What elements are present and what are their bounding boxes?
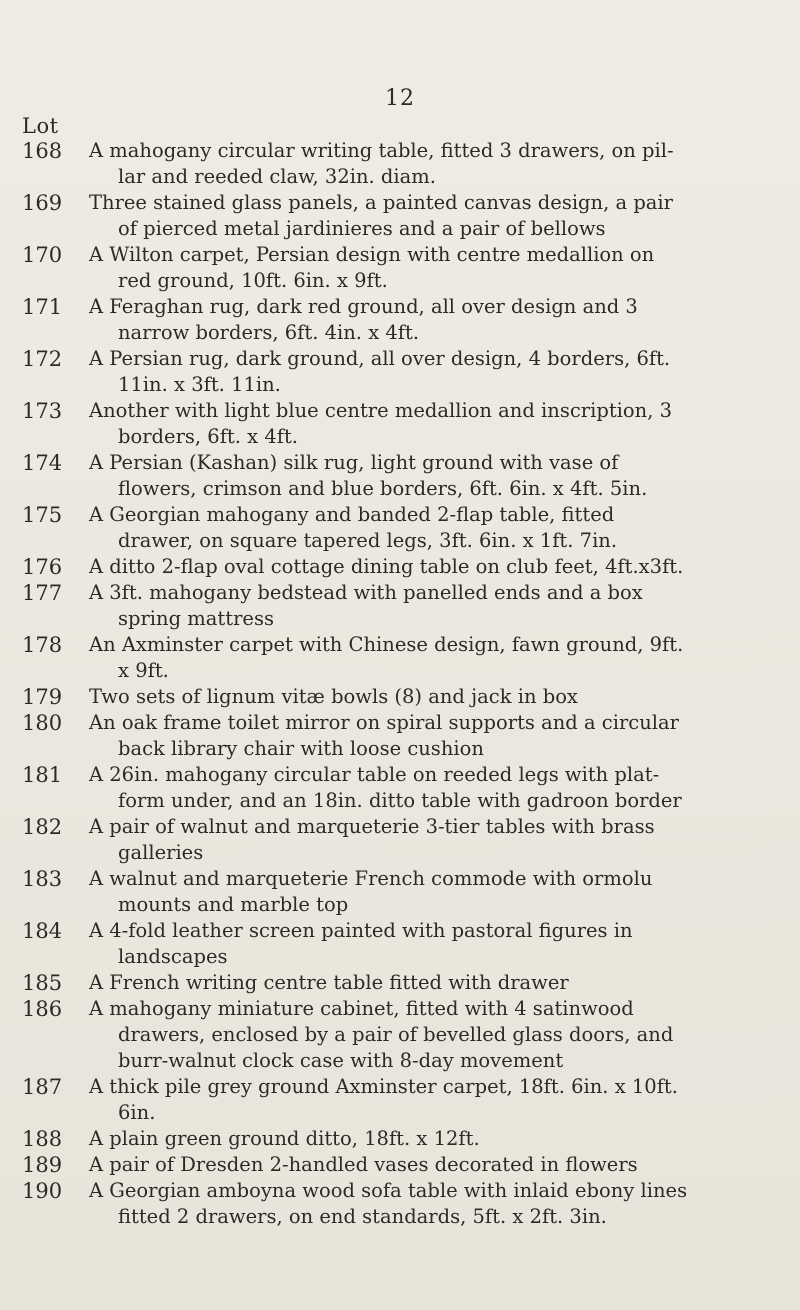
lot-number: 189 [22,1153,63,1177]
lot-description [89,1126,759,1152]
lot-description [89,502,759,554]
lot-number: 186 [22,997,63,1021]
lot-number: 182 [22,815,63,839]
lot-description-line: A ditto 2-flap oval cottage dining table on club feet, 4ft.x3ft. [89,555,684,578]
lot-description-line: A pair of walnut and marqueterie 3-tier tables with brass [89,815,655,838]
lot-description [89,1178,759,1230]
lot-entry [0,580,800,632]
lot-description-line: An oak frame toilet mirror on spiral supports and a circular [89,711,679,734]
lot-description [89,346,759,398]
lot-description-line: 11in. x 3ft. 11in. [118,373,281,396]
lot-description-line: fitted 2 drawers, on end standards, 5ft. x 2ft. 3in. [118,1205,607,1228]
lot-entry [0,996,800,1074]
lot-description-line: borders, 6ft. x 4ft. [118,425,299,448]
lot-description [89,632,759,684]
lot-entry [0,866,800,918]
lot-description [89,970,759,996]
lot-description-line: A mahogany circular writing table, fitted 3 drawers, on pil- [89,139,674,162]
lot-entry [0,398,800,450]
page-number: 12 [385,86,415,111]
lot-description-line: A plain green ground ditto, 18ft. x 12ft. [89,1127,480,1150]
lot-number: 187 [22,1075,63,1099]
lot-number: 188 [22,1127,63,1151]
lot-description-line: x 9ft. [118,659,169,682]
lot-entry [0,1074,800,1126]
lot-description-line: A 4-fold leather screen painted with pastoral figures in [89,919,633,942]
lot-description [89,866,759,918]
lot-description [89,710,759,762]
lot-description [89,762,759,814]
lot-number: 180 [22,711,63,735]
lot-description [89,1152,759,1178]
lot-description-line: narrow borders, 6ft. 4in. x 4ft. [118,321,420,344]
lot-description-line: burr-walnut clock case with 8-day movement [118,1049,564,1072]
lot-description-line: mounts and marble top [118,893,349,916]
lot-number: 176 [22,555,63,579]
lot-entry [0,970,800,996]
lot-number: 179 [22,685,63,709]
lot-description [89,814,759,866]
lot-description-line: A 3ft. mahogany bedstead with panelled ends and a box [89,581,643,604]
lot-number: 183 [22,867,63,891]
lot-description-line: of pierced metal jardinieres and a pair of bellows [118,217,606,240]
lot-description-line: 6in. [118,1101,156,1124]
lot-number: 168 [22,139,63,163]
lot-number: 169 [22,191,63,215]
lot-description-line: drawer, on square tapered legs, 3ft. 6in. x 1ft. 7in. [118,529,618,552]
lot-description-line: A 26in. mahogany circular table on reeded legs with plat- [89,763,660,786]
lot-description [89,996,759,1074]
lot-description-line: Two sets of lignum vitæ bowls (8) and jack in box [89,685,578,708]
lot-description [89,1074,759,1126]
lot-description-line: landscapes [118,945,228,968]
lot-description-line: A Wilton carpet, Persian design with centre medallion on [89,243,655,266]
lot-number: 174 [22,451,63,475]
lot-list [0,138,800,1230]
lot-description-line: A Georgian amboyna wood sofa table with inlaid ebony lines [89,1179,688,1202]
lot-description [89,580,759,632]
lot-description [89,918,759,970]
lot-entry [0,346,800,398]
lot-number: 171 [22,295,63,319]
lot-entry [0,1126,800,1152]
lot-entry [0,554,800,580]
lot-column-header: Lot [22,114,59,138]
lot-description-line: spring mattress [118,607,274,630]
lot-entry [0,684,800,710]
lot-entry [0,632,800,684]
lot-description-line: Three stained glass panels, a painted canvas design, a pair [89,191,673,214]
lot-description-line: Another with light blue centre medallion and inscription, 3 [89,399,672,422]
lot-description-line: form under, and an 18in. ditto table with gadroon border [118,789,682,812]
lot-description-line: back library chair with loose cushion [118,737,484,760]
lot-description-line: A pair of Dresden 2-handled vases decorated in flowers [89,1153,638,1176]
lot-number: 181 [22,763,63,787]
lot-entry [0,190,800,242]
lot-description-line: A Persian (Kashan) silk rug, light ground with vase of [89,451,619,474]
lot-entry [0,242,800,294]
lot-description [89,398,759,450]
lot-entry [0,502,800,554]
lot-description-line: A Georgian mahogany and banded 2-flap table, fitted [89,503,615,526]
lot-number: 185 [22,971,63,995]
lot-number: 177 [22,581,63,605]
lot-description-line: A Feraghan rug, dark red ground, all over design and 3 [89,295,638,318]
lot-entry [0,1178,800,1230]
lot-number: 170 [22,243,63,267]
lot-description [89,294,759,346]
lot-description-line: red ground, 10ft. 6in. x 9ft. [118,269,388,292]
lot-description-line: A Persian rug, dark ground, all over design, 4 borders, 6ft. [89,347,671,370]
lot-description-line: A French writing centre table fitted with drawer [89,971,569,994]
lot-description [89,684,759,710]
lot-number: 184 [22,919,63,943]
lot-description-line: lar and reeded claw, 32in. diam. [118,165,436,188]
lot-entry [0,814,800,866]
lot-description [89,190,759,242]
lot-number: 175 [22,503,63,527]
lot-description-line: An Axminster carpet with Chinese design, fawn ground, 9ft. [89,633,684,656]
lot-description-line: A thick pile grey ground Axminster carpet, 18ft. 6in. x 10ft. [89,1075,678,1098]
lot-number: 178 [22,633,63,657]
lot-entry [0,762,800,814]
lot-number: 190 [22,1179,63,1203]
lot-entry [0,918,800,970]
lot-description-line: A mahogany miniature cabinet, fitted with 4 satinwood [89,997,634,1020]
lot-description [89,450,759,502]
lot-number: 172 [22,347,63,371]
lot-description-line: drawers, enclosed by a pair of bevelled glass doors, and [118,1023,674,1046]
lot-description [89,242,759,294]
lot-entry [0,710,800,762]
lot-description [89,138,759,190]
lot-entry [0,138,800,190]
lot-entry [0,294,800,346]
lot-description-line: galleries [118,841,204,864]
lot-entry [0,450,800,502]
lot-description [89,554,759,580]
lot-number: 173 [22,399,63,423]
lot-description-line: A walnut and marqueterie French commode with ormolu [89,867,653,890]
lot-entry [0,1152,800,1178]
lot-description-line: flowers, crimson and blue borders, 6ft. 6in. x 4ft. 5in. [118,477,648,500]
